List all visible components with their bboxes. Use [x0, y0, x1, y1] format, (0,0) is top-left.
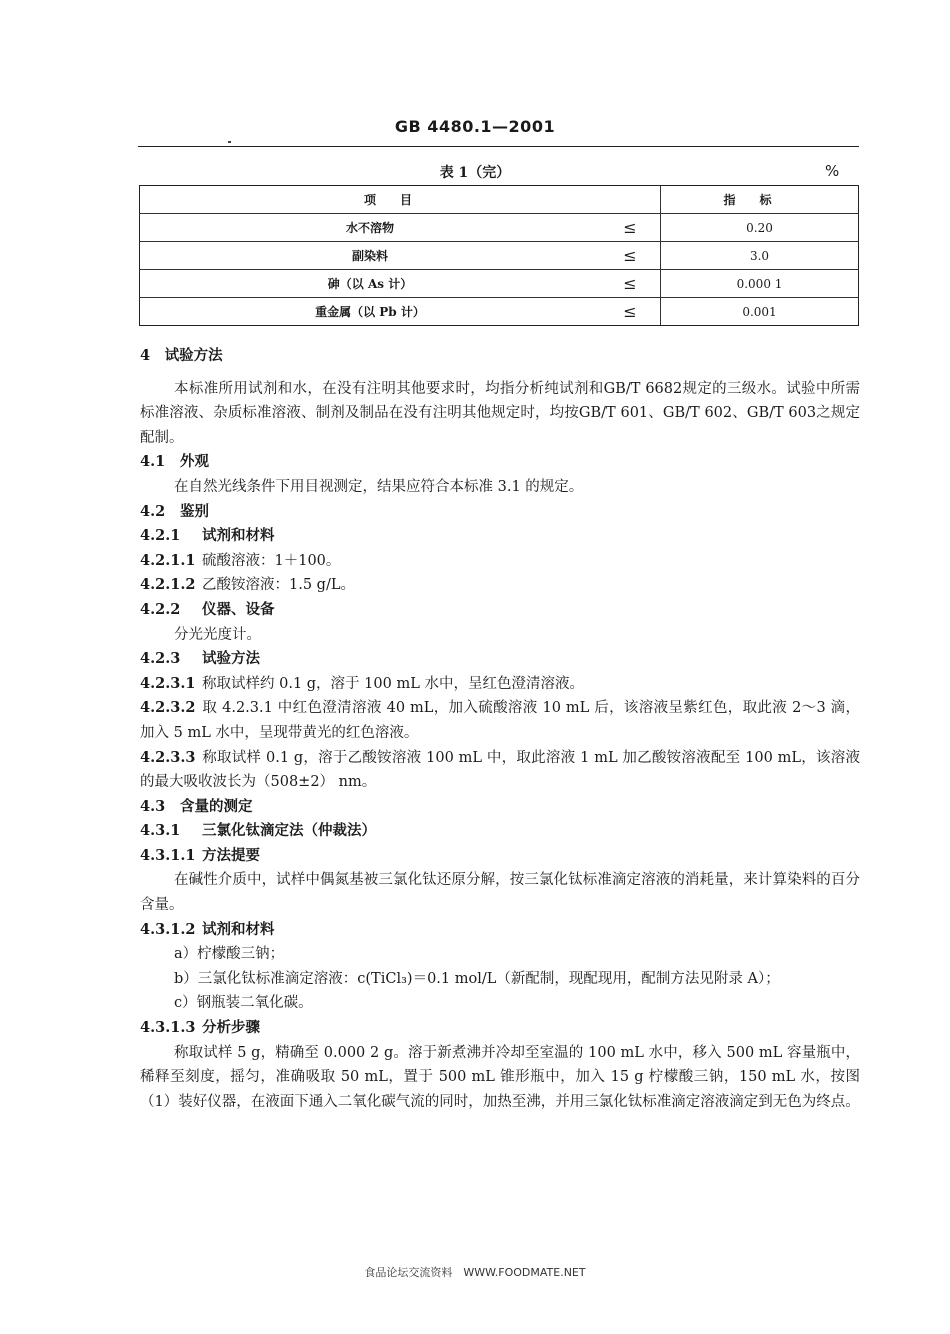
clause-text: 在自然光线条件下用目视测定，结果应符合本标准 3.1 的规定。 [174, 478, 584, 495]
clause-heading [140, 450, 860, 475]
clause-text: 称取试样 0.1 g，溶于乙酸铵溶液 100 mL 中，取此溶液 1 mL 加乙酸铵溶液配至 100 mL，该溶液的最大吸收波长为（508±2） nm。 [140, 749, 860, 791]
clause-line [140, 573, 860, 598]
header-item-label: 项目 [363, 193, 436, 207]
clause-title: 仪器、设备 [202, 600, 275, 618]
clause-heading [140, 819, 860, 844]
clause-heading [140, 795, 860, 820]
clause-title: 方法提要 [202, 846, 260, 864]
clause-text: 称取试样约 0.1 g，溶于 100 mL 水中，呈红色澄清溶液。 [202, 675, 584, 692]
clause-heading [140, 500, 860, 525]
table-row [140, 242, 859, 270]
clause-text: 硫酸溶液：1＋100。 [202, 552, 341, 569]
clause-line [140, 746, 860, 795]
standard-code: GB 4480.1—2001 [394, 117, 556, 136]
section-heading: 4 试验方法 [140, 347, 223, 364]
table-row [140, 214, 859, 242]
clause-number: 4.2.2 [140, 600, 181, 618]
document-body [140, 344, 860, 1114]
clause-heading [140, 647, 860, 672]
clause-number: 4.2.3 [140, 650, 181, 668]
table-row [140, 298, 859, 326]
clause-number: 4.2.3.3 [140, 748, 196, 766]
clause-heading [140, 1016, 860, 1041]
row-symbol: ≤ [600, 214, 661, 242]
clause-text: 乙酸铵溶液：1.5 g/L。 [202, 577, 355, 594]
clause-title: 试验方法 [202, 650, 260, 668]
clause-number: 4.2.1.1 [140, 551, 196, 569]
clause-title: 试剂和材料 [202, 920, 275, 938]
clause-heading [140, 918, 860, 943]
header-value-cell [661, 186, 859, 214]
row-symbol: ≤ [600, 298, 661, 326]
clause-heading [140, 598, 860, 623]
table-caption: 表 1（完） [439, 165, 511, 181]
row-symbol: ≤ [600, 242, 661, 270]
clause-line [140, 696, 860, 745]
clause-line [140, 549, 860, 574]
header-rule [138, 146, 859, 147]
clause-heading [140, 524, 860, 549]
row-item: 副染料 [140, 242, 601, 270]
row-value: 0.000 1 [661, 270, 859, 298]
clause-title: 试剂和材料 [202, 527, 275, 545]
clause-number: 4.3.1.1 [140, 846, 196, 864]
clause-title: 分析步骤 [202, 1019, 260, 1037]
scan-speck [228, 141, 231, 143]
clause-number: 4.2.3.1 [140, 674, 196, 692]
clause-number: 4.2.1.2 [140, 576, 196, 594]
spec-table [139, 185, 859, 326]
header-value-label: 指标 [723, 193, 796, 207]
clause-number: 4.3.1 [140, 822, 181, 840]
row-item: 重金属（以 Pb 计） [140, 298, 601, 326]
clause-number: 4.3.1.3 [140, 1019, 196, 1037]
row-value: 3.0 [661, 242, 859, 270]
clause-title: 外观 [180, 453, 209, 471]
clause-line [140, 672, 860, 697]
table-unit: % [825, 162, 840, 180]
clause-number: 4.2 [140, 502, 166, 520]
section-intro: 本标准所用试剂和水，在没有注明其他要求时，均指分析纯试剂和GB/T 6682规定的三级水。试验中所需标准溶液、杂质标准溶液、制剂及制品在没有注明其他规定时，均按GB/T 601、GB/T 602、GB/T 603之规定配制。 [140, 380, 860, 446]
row-value: 0.20 [661, 214, 859, 242]
row-value: 0.001 [661, 298, 859, 326]
clause-number: 4.1 [140, 453, 166, 471]
list-item: c）钢瓶装二氧化碳。 [174, 995, 313, 1012]
table-row [140, 270, 859, 298]
clause-number: 4.3.1.2 [140, 920, 196, 938]
clause-text: 称取试样 5 g，精确至 0.000 2 g。溶于新煮沸并冷却至室温的 100 mL 水中，移入 500 mL 容量瓶中，稀释至刻度，摇匀，准确吸取 50 mL，置于 500 mL 锥形瓶中，加入 15 g 柠檬酸三钠，150 mL 水，按图（1）装好仪器，在液面下通入二氧化碳气流的同时，加热至沸，并用三氯化钛标准滴定溶液滴定到无色为终点。 [140, 1044, 860, 1110]
header-item-cell [140, 186, 661, 214]
clause-text: 在碱性介质中，试样中偶氮基被三氯化钛还原分解，按三氯化钛标准滴定溶液的消耗量，来计算染料的百分含量。 [140, 872, 860, 914]
clause-text: 取 4.2.3.1 中红色澄清溶液 40 mL，加入硫酸溶液 10 mL 后，该溶液呈紫红色，取此液 2～3 滴，加入 5 mL 水中，呈现带黄光的红色溶液。 [140, 700, 860, 741]
clause-heading [140, 844, 860, 869]
row-item: 水不溶物 [140, 214, 601, 242]
footer-watermark: 食品论坛交流资料 WWW.FOODMATE.NET [364, 1266, 586, 1279]
clause-number: 4.2.3.2 [140, 699, 196, 717]
list-item: a）柠檬酸三钠； [174, 946, 285, 963]
clause-number: 4.2.1 [140, 527, 181, 545]
clause-number: 4.3 [140, 797, 166, 815]
table-header-row [140, 186, 859, 214]
clause-text: 分光光度计。 [174, 626, 261, 643]
list-item: b）三氯化钛标准滴定溶液：c(TiCl₃)＝0.1 mol/L（新配制，现配现用，配制方法见附录 A）； [174, 970, 780, 987]
clause-title: 含量的测定 [180, 797, 253, 815]
clause-title: 鉴别 [180, 502, 209, 520]
row-item: 砷（以 As 计） [140, 270, 601, 298]
row-symbol: ≤ [600, 270, 661, 298]
clause-title: 三氯化钛滴定法（仲裁法） [202, 822, 376, 840]
